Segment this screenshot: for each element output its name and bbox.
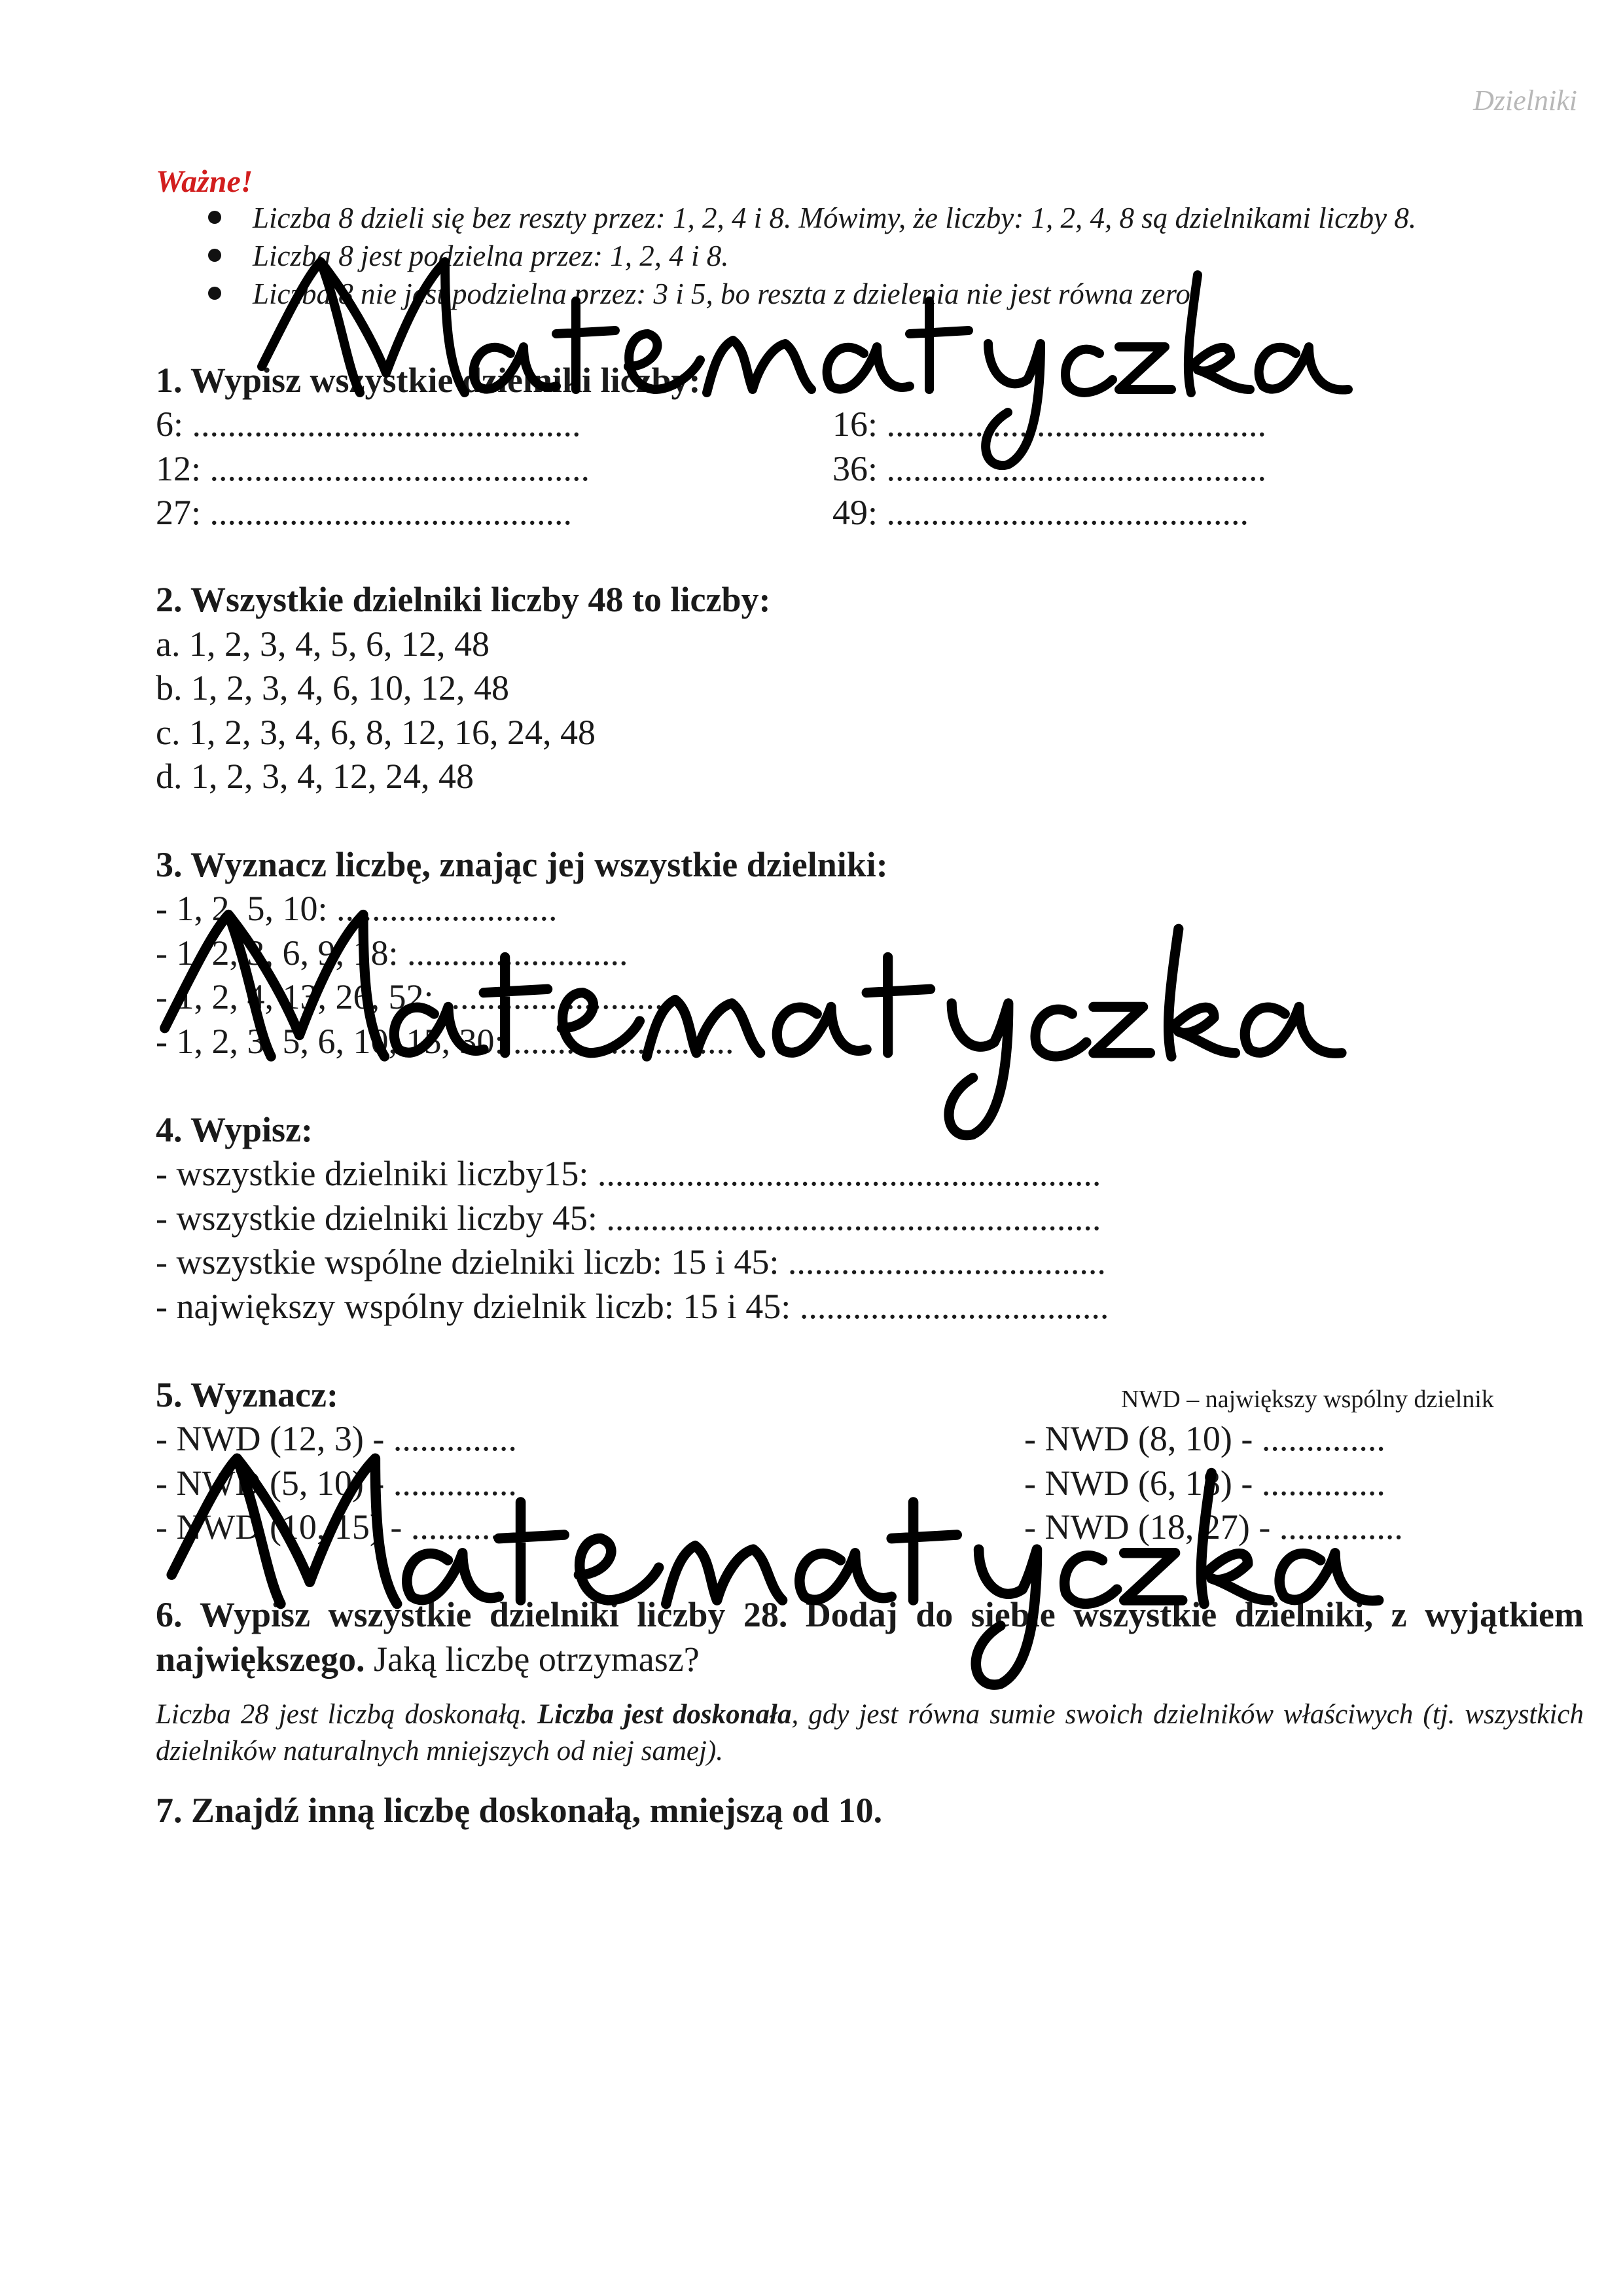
ex5-item: - NWD (8, 10) - .............. [1024, 1419, 1385, 1458]
important-label: Ważne! [156, 164, 253, 199]
ex2-option: a. 1, 2, 3, 4, 5, 6, 12, 48 [156, 624, 490, 664]
exercise-4-heading: 4. Wypisz: [156, 1110, 313, 1149]
note-definition-term: Liczba jest doskonała [537, 1699, 792, 1730]
ex5-item: - NWD (18, 27) - .............. [1024, 1507, 1403, 1547]
bullet-item: Liczba 8 nie jest podzielna przez: 3 i 5, bo reszta z dzielenia nie jest równa zero. [196, 275, 1416, 313]
nwd-definition-note: NWD – największy wspólny dzielnik [1121, 1386, 1494, 1413]
ex3-item: - 1, 2, 3, 6, 9, 18: ......................... [156, 933, 628, 973]
ex5-item: - NWD (10, 15) - .............. [156, 1507, 535, 1547]
note-part: , gdy jest równa sumie swoich dzielników właściwych (tj. wszystkich dzielników naturalnych mniejszych od niej samej). [156, 1699, 1584, 1767]
ex3-item: - 1, 2, 3, 5, 6, 10, 15, 30: ......................... [156, 1022, 734, 1061]
exercise-3-heading: 3. Wyznacz liczbę, znając jej wszystkie dzielniki: [156, 845, 888, 884]
ex1-line: 36: ........................................... [832, 449, 1267, 488]
ex5-item: - NWD (5, 10) - .............. [156, 1463, 517, 1503]
ex1-line: 16: ........................................... [832, 404, 1267, 444]
exercise-5-heading: 5. Wyznacz: [156, 1375, 338, 1414]
exercise-6-question: Jaką liczbę otrzymasz? [373, 1640, 700, 1679]
important-bullet-list [196, 199, 1416, 313]
ex3-item: - 1, 2, 4, 13, 26, 52: ......................... [156, 977, 664, 1016]
ex5-item: - NWD (6, 18) - .............. [1024, 1463, 1385, 1503]
perfect-number-note [156, 1696, 1584, 1770]
ex4-item: - największy wspólny dzielnik liczb: 15 i 45: ................................... [156, 1287, 1109, 1326]
page-header: Dzielniki [1473, 84, 1577, 117]
bullet-item: Liczba 8 jest podzielna przez: 1, 2, 4 i 8. [196, 237, 1416, 275]
ex4-item: - wszystkie dzielniki liczby15: ......................................................... [156, 1154, 1101, 1193]
ex1-line: 49: ......................................... [832, 493, 1249, 532]
ex4-item: - wszystkie wspólne dzielniki liczb: 15 i 45: .................................... [156, 1242, 1106, 1282]
ex3-item: - 1, 2, 5, 10: ......................... [156, 889, 558, 928]
exercise-2-heading: 2. Wszystkie dzielniki liczby 48 to liczby: [156, 580, 771, 619]
exercise-6-heading: 6. Wypisz wszystkie dzielniki liczby 28. Dodaj do siebie wszystkie dzielniki, z wyjątkiem największego. [156, 1595, 1584, 1679]
ex2-option: b. 1, 2, 3, 4, 6, 10, 12, 48 [156, 668, 509, 708]
note-part: Liczba 28 jest liczbą doskonałą. [156, 1699, 527, 1730]
bullet-item: Liczba 8 dzieli się bez reszty przez: 1, 2, 4 i 8. Mówimy, że liczby: 1, 2, 4, 8 są dzielnikami liczby 8. [196, 199, 1416, 237]
ex4-item: - wszystkie dzielniki liczby 45: ........................................................ [156, 1198, 1101, 1238]
ex1-line: 6: ............................................ [156, 404, 581, 444]
ex1-line: 27: ......................................... [156, 493, 573, 532]
ex5-item: - NWD (12, 3) - .............. [156, 1419, 517, 1458]
exercise-6-text [156, 1592, 1584, 1681]
ex1-line: 12: ........................................... [156, 449, 590, 488]
exercise-1-heading: 1. Wypisz wszystkie dzielniki liczby: [156, 361, 701, 400]
ex2-option: c. 1, 2, 3, 4, 6, 8, 12, 16, 24, 48 [156, 713, 596, 752]
ex2-option: d. 1, 2, 3, 4, 12, 24, 48 [156, 757, 474, 796]
exercise-7-heading: 7. Znajdź inną liczbę doskonałą, mniejszą od 10. [156, 1791, 883, 1830]
